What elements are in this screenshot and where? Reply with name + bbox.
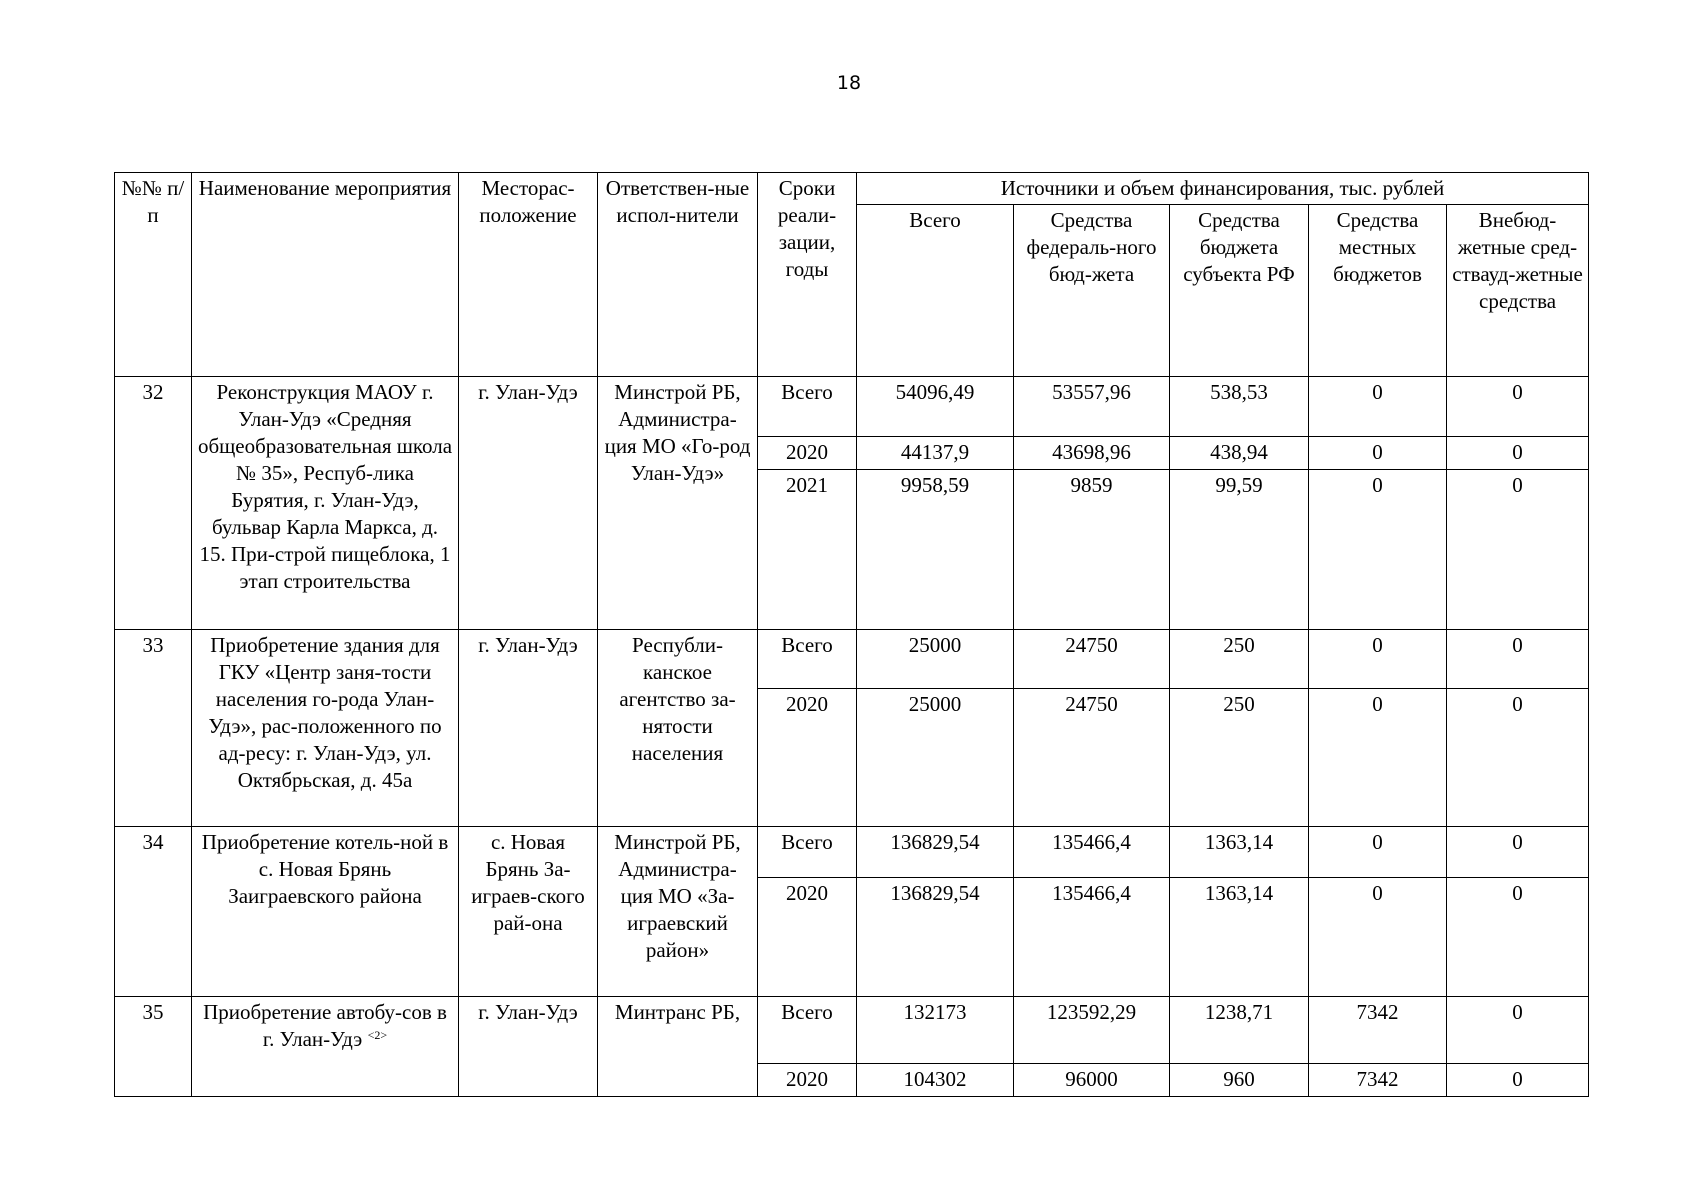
cell-name: Приобретение здания для ГКУ «Центр заня-тости населения го-рода Улан-Удэ», рас-положенного по ад-ресу: г. Улан-Удэ, ул. Октябрьская, д. 45а <box>192 630 459 827</box>
cell-local: 0 <box>1309 630 1447 689</box>
cell-name-text: Приобретение автобу-сов в г. Улан-Удэ <box>203 1000 447 1051</box>
header-location: Месторас-положение <box>459 173 598 377</box>
cell-local: 0 <box>1309 377 1447 437</box>
cell-local: 0 <box>1309 827 1447 878</box>
cell-period: 2020 <box>758 689 857 827</box>
cell-responsible: Минстрой РБ, Администра-ция МО «Го-род Улан-Удэ» <box>598 377 758 630</box>
cell-extra: 0 <box>1447 689 1589 827</box>
header-period: Сроки реали-зации, годы <box>758 173 857 377</box>
cell-period: 2021 <box>758 470 857 630</box>
table-row <box>115 377 1589 437</box>
cell-period: Всего <box>758 997 857 1064</box>
cell-local: 7342 <box>1309 997 1447 1064</box>
cell-extra: 0 <box>1447 630 1589 689</box>
header-row <box>115 173 1589 205</box>
cell-federal: 24750 <box>1014 689 1170 827</box>
cell-regional: 538,53 <box>1170 377 1309 437</box>
funding-table <box>114 172 1589 1097</box>
footnote-ref: <2> <box>367 1028 388 1042</box>
cell-local: 7342 <box>1309 1064 1447 1097</box>
cell-total: 136829,54 <box>857 878 1014 997</box>
cell-regional: 1238,71 <box>1170 997 1309 1064</box>
cell-responsible: Минтранс РБ, <box>598 997 758 1097</box>
cell-regional: 438,94 <box>1170 437 1309 470</box>
header-responsible: Ответствен-ные испол-нители <box>598 173 758 377</box>
cell-federal: 43698,96 <box>1014 437 1170 470</box>
cell-responsible: Республи-канское агентство за-нятости населения <box>598 630 758 827</box>
header-regional: Средства бюджета субъекта РФ <box>1170 205 1309 377</box>
table-row <box>115 827 1589 878</box>
cell-period: Всего <box>758 630 857 689</box>
cell-period: 2020 <box>758 1064 857 1097</box>
cell-num: 32 <box>115 377 192 630</box>
cell-extra: 0 <box>1447 878 1589 997</box>
cell-location: г. Улан-Удэ <box>459 377 598 630</box>
table-row <box>115 997 1589 1064</box>
cell-total: 54096,49 <box>857 377 1014 437</box>
table-row <box>115 630 1589 689</box>
cell-extra: 0 <box>1447 827 1589 878</box>
cell-local: 0 <box>1309 437 1447 470</box>
cell-location: г. Улан-Удэ <box>459 630 598 827</box>
cell-regional: 1363,14 <box>1170 827 1309 878</box>
cell-local: 0 <box>1309 689 1447 827</box>
cell-total: 9958,59 <box>857 470 1014 630</box>
cell-responsible: Минстрой РБ, Администра-ция МО «За-играевский район» <box>598 827 758 997</box>
cell-name: Реконструкция МАОУ г. Улан-Удэ «Средняя общеобразовательная школа № 35», Респуб-лика Бурятия, г. Улан-Удэ, бульвар Карла Маркса, д. 15. При-строй пищеблока, 1 этап строительства <box>192 377 459 630</box>
cell-regional: 99,59 <box>1170 470 1309 630</box>
cell-period: Всего <box>758 377 857 437</box>
cell-federal: 96000 <box>1014 1064 1170 1097</box>
header-total: Всего <box>857 205 1014 377</box>
cell-federal: 9859 <box>1014 470 1170 630</box>
cell-local: 0 <box>1309 878 1447 997</box>
cell-total: 25000 <box>857 630 1014 689</box>
cell-name: Приобретение котель-ной в с. Новая Брянь Заиграевского района <box>192 827 459 997</box>
cell-extra: 0 <box>1447 1064 1589 1097</box>
header-federal: Средства федераль-ного бюд-жета <box>1014 205 1170 377</box>
cell-period: 2020 <box>758 437 857 470</box>
cell-federal: 24750 <box>1014 630 1170 689</box>
cell-location: с. Новая Брянь За-играев-ского рай-она <box>459 827 598 997</box>
header-num: №№ п/п <box>115 173 192 377</box>
cell-regional: 250 <box>1170 630 1309 689</box>
header-extra: Внебюд-жетные сред-ствауд-жетные средства <box>1447 205 1589 377</box>
cell-regional: 1363,14 <box>1170 878 1309 997</box>
header-funding-group: Источники и объем финансирования, тыс. рублей <box>857 173 1589 205</box>
cell-location: г. Улан-Удэ <box>459 997 598 1097</box>
cell-period: 2020 <box>758 878 857 997</box>
page-number: 18 <box>836 72 862 94</box>
cell-extra: 0 <box>1447 997 1589 1064</box>
cell-local: 0 <box>1309 470 1447 630</box>
header-local: Средства местных бюджетов <box>1309 205 1447 377</box>
cell-extra: 0 <box>1447 437 1589 470</box>
cell-num: 34 <box>115 827 192 997</box>
cell-period: Всего <box>758 827 857 878</box>
cell-federal: 123592,29 <box>1014 997 1170 1064</box>
cell-federal: 135466,4 <box>1014 878 1170 997</box>
cell-federal: 53557,96 <box>1014 377 1170 437</box>
cell-total: 104302 <box>857 1064 1014 1097</box>
cell-total: 44137,9 <box>857 437 1014 470</box>
cell-total: 25000 <box>857 689 1014 827</box>
cell-num: 35 <box>115 997 192 1097</box>
cell-name <box>192 997 459 1097</box>
cell-regional: 250 <box>1170 689 1309 827</box>
cell-regional: 960 <box>1170 1064 1309 1097</box>
header-name: Наименование мероприятия <box>192 173 459 377</box>
cell-num: 33 <box>115 630 192 827</box>
cell-federal: 135466,4 <box>1014 827 1170 878</box>
cell-extra: 0 <box>1447 377 1589 437</box>
cell-total: 136829,54 <box>857 827 1014 878</box>
cell-total: 132173 <box>857 997 1014 1064</box>
cell-extra: 0 <box>1447 470 1589 630</box>
